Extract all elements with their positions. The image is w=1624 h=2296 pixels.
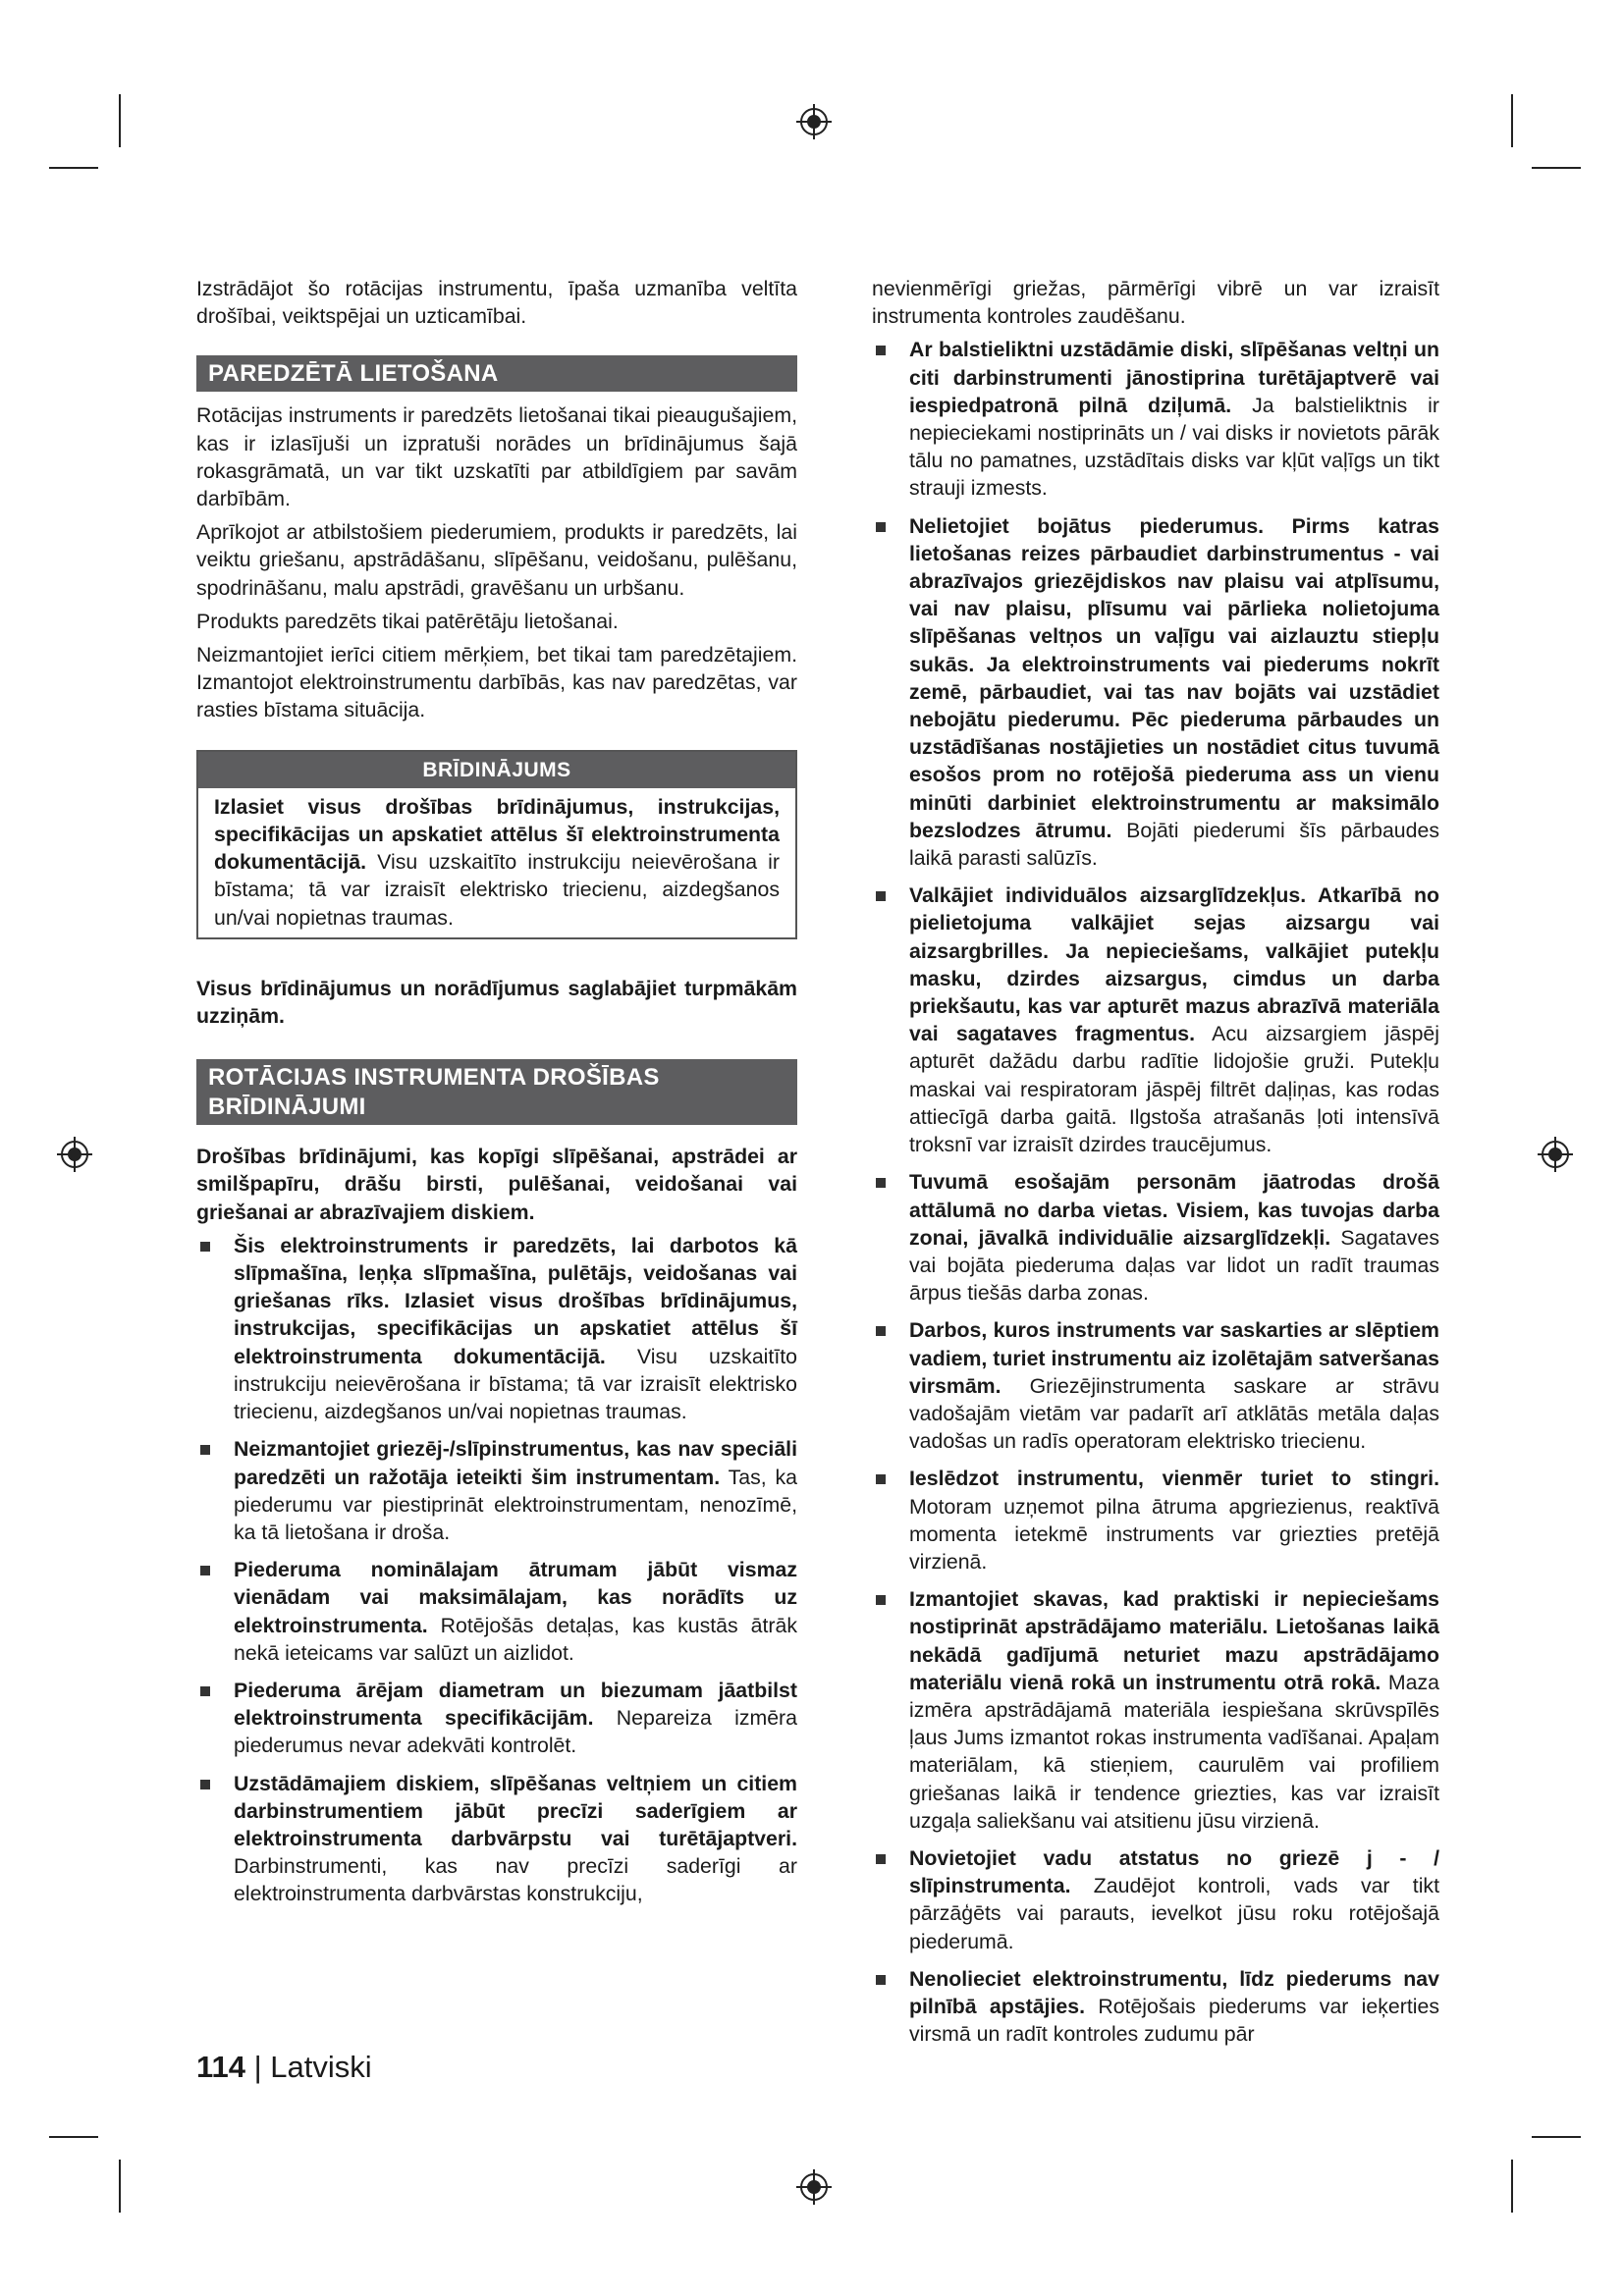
list-item — [196, 1232, 797, 1425]
item-text: Tas, ka piederumu var piestiprināt elektroinstrumentam, nenozīmē, ka tā lietošana ir droša. — [234, 1465, 797, 1544]
list-item — [872, 1316, 1439, 1455]
list-item — [872, 881, 1439, 1158]
bullet-icon — [876, 1595, 886, 1605]
item-text: Rotējošās detaļas, kas kustās ātrāk nekā ieteicams var salūzt un aizlidot. — [234, 1613, 797, 1665]
bullet-icon — [200, 1242, 210, 1252]
bullet-icon — [876, 1326, 886, 1336]
list-item — [196, 1677, 797, 1760]
item-text: Ja balstieliktnis ir nepieciekami nostiprināts un / vai disks ir novietots pārāk tālu no pamatnes, uzstādītais disks var kļūt vaļīgs un tikt strauji izmests. — [909, 393, 1439, 501]
bullet-icon — [200, 1445, 210, 1455]
item-text: Darbinstrumenti, kas nav precīzi saderīgi ar elektroinstrumenta darbvārstas konstrukciju, — [234, 1854, 797, 1906]
left-column — [196, 275, 797, 1918]
rotary-safety-heading — [196, 1059, 797, 1125]
crop-mark — [119, 94, 121, 147]
list-item — [872, 1844, 1439, 1955]
warning-title: BRĪDINĀJUMS — [198, 752, 795, 788]
item-bold-text: Tuvumā esošajām personām jāatrodas drošā attālumā no darba vietas. Visiem, kas tuvojas darba zonai, jāvalkā individuālie aizsarglīdzekļi. — [909, 1170, 1439, 1250]
rotary-lead: Drošības brīdinājumi, kas kopīgi slīpēšanai, apstrādei ar smilšpapīru, drāšu birsti, pulēšanai, veidošanai vai griešanai ar abrazīvajiem diskiem. — [196, 1145, 797, 1224]
item-bold-text: Nenolieciet elektroinstrumentu, līdz piederums nav pilnībā apstājies. — [909, 1966, 1439, 2018]
item-text: Rotējošais piederums var ieķerties virsmā un radīt kontroles zudumu pār — [909, 1994, 1439, 2047]
item-bold-text: Darbos, kuros instruments var saskarties ar slēptiem vadiem, turiet instrumentu aiz izolētajām satveršanas virsmām. — [909, 1318, 1439, 1398]
page-footer — [196, 2050, 372, 2085]
item-text: Acu aizsargiem jāspēj apturēt dažādu darbu radītie lidojošie gruži. Putekļu maskai vai respiratoram jāspēj filtrēt daļiņas, kas rodas attiecīgā darba gaitā. Ilgstoša atrašanās ļoti intensīvā troksnī var izraisīt dzirdes traucējumus. — [909, 1022, 1439, 1157]
item-bold-text: Piederuma ārējam diametram un biezumam jāatbilst elektroinstrumenta specifikācijām. — [234, 1678, 797, 1731]
crop-mark — [49, 167, 98, 169]
bullet-icon — [876, 1178, 886, 1188]
footer-language: Latviski — [270, 2050, 372, 2084]
item-bold-text: Šis elektroinstruments ir paredzēts, lai darbotos kā slīpmašīna, leņķa slīpmašīna, pulētājs, veidošanas vai griešanas rīks. Izlasiet visus drošības brīdinājumus, instrukcijas, specifikācijas un apskatiet attēlus šī elektroinstrumenta dokumentācijā. — [234, 1233, 797, 1368]
crop-mark — [49, 2136, 98, 2138]
item-text: Nepareiza izmēra piederumus nevar adekvāti kontrolēt. — [234, 1706, 797, 1758]
item-bold-text: Valkājiet individuālos aizsarglīdzekļus. Atkarībā no pielietojuma valkājiet sejas aizsargu vai aizsargbrilles. Ja nepieciešams, valkājiet putekļu masku, dzirdes aizsargus, cimdus un darba priekšautu, kas var apturēt mazus abrazīvā materiāla vai sagataves fragmentus. — [909, 883, 1439, 1046]
item-bold-text: Ar balstieliktni uzstādāmie diski, slīpēšanas veltņi un citi darbinstrumenti jānostiprina turētājaptverē vai iespiedpatronā pilnā dziļumā. — [909, 338, 1439, 417]
crop-mark — [1511, 2160, 1513, 2213]
crop-mark — [1511, 94, 1513, 147]
item-bold-text: Novietojiet vadu atstatus no griezē j - / slīpinstrumenta. — [909, 1845, 1439, 1898]
intended-use-paragraph: Produkts paredzēts tikai patērētāju lietošanai. — [196, 609, 619, 633]
list-item — [196, 1770, 797, 1908]
list-item — [872, 1965, 1439, 2049]
continuation-text: nevienmērīgi griežas, pārmērīgi vibrē un var izraisīt instrumenta kontroles zaudēšanu. — [872, 277, 1439, 329]
list-item — [196, 1556, 797, 1667]
item-text: Motoram uzņemot pilna ātruma apgriezienus, reaktīvā momenta ietekmē instruments var griezties pretējā virzienā. — [909, 1494, 1439, 1574]
warning-box — [196, 750, 797, 939]
intended-use-heading: PAREDZĒTĀ LIETOŠANA — [196, 355, 797, 392]
bullet-icon — [876, 1975, 886, 1985]
bullet-icon — [876, 1854, 886, 1864]
item-bold-text: Nelietojiet bojātus piederumus. Pirms katras lietošanas reizes pārbaudiet darbinstrumentus - vai abrazīvajos griezējdiskos nav plaisu vai atplīsumu, vai nav plaisu, plīsumu vai pārlieka nolietojuma slīpēšanas veltņos un vaļīgu vai aizlauztu stiepļu sukās. Ja elektroinstruments vai piederums nokrīt zemē, pārbaudiet, vai tas nav bojāts vai uzstādiet nebojātu piederumu. Pēc piederuma pārbaudes un uzstādīšanas nostājieties un nostādiet citus tuvumā esošos prom no rotējošā piederuma ass un vienu minūti darbiniet elektroinstrumentu ar maksimālo bezslodzes ātrumu. — [909, 513, 1439, 842]
bullet-icon — [876, 522, 886, 532]
item-text: Sagataves vai bojāta piederuma daļas var lidot un radīt traumas ārpus tiešās darba zonas. — [909, 1225, 1439, 1306]
item-text: Zaudējot kontroli, vads var tikt pārzāģēts vai parauts, ievelkot jūsu roku rotējošajā piederumā. — [909, 1874, 1439, 1953]
right-column — [872, 275, 1439, 2057]
bullet-icon — [200, 1780, 210, 1789]
right-warning-list — [872, 336, 1439, 2048]
warning-body — [198, 788, 795, 937]
bullet-icon — [200, 1566, 210, 1575]
registration-mark-icon — [794, 102, 834, 141]
registration-mark-icon — [55, 1135, 94, 1174]
intended-use-paragraph: Aprīkojot ar atbilstošiem piederumiem, produkts ir paredzēts, lai veiktu griešanu, apstrādāšanu, slīpēšanu, veidošanu, pulēšanu, spodrināšanu, malu apstrādi, gravēšanu un urbšanu. — [196, 520, 797, 600]
bullet-icon — [876, 346, 886, 355]
list-item — [872, 1168, 1439, 1307]
warning-text: Visu uzskaitīto instrukciju neievērošana ir bīstama; tā var izraisīt elektrisko triecienu, aizdegšanos un/vai nopietnas traumas. — [214, 850, 780, 930]
registration-mark-icon — [794, 2167, 834, 2207]
crop-mark — [119, 2160, 121, 2213]
item-text: Bojāti piederumi šīs pārbaudes laikā parasti salūzīs. — [909, 818, 1439, 871]
list-item — [196, 1435, 797, 1546]
bullet-icon — [876, 891, 886, 901]
intended-use-paragraph: Neizmantojiet ierīci citiem mērķiem, bet tikai tam paredzētajiem. Izmantojot elektroinstrumentu darbībās, kas nav paredzētas, var rasties bīstama situācija. — [196, 643, 797, 722]
crop-mark — [1532, 2136, 1581, 2138]
item-bold-text: Piederuma nominālajam ātrumam jābūt vismaz vienādam vai maksimālajam, kas norādīts uz elektroinstrumenta. — [234, 1558, 797, 1637]
intended-use-paragraph: Rotācijas instruments ir paredzēts lietošanai tikai pieaugušajiem, kas ir izlasījuši un izpratuši norādes un brīdinājumus šajā rokasgrāmatā, un var tikt uzskatīti par atbildīgiem par savām darbībām. — [196, 403, 797, 511]
item-text: Griezējinstrumenta saskare ar strāvu vadošajām vietām var padarīt arī atklātās metāla daļas vadošas un radīs operatoram elektrisko triecienu. — [909, 1373, 1439, 1454]
item-text: Visu uzskaitīto instrukciju neievērošana ir bīstama; tā var izraisīt elektrisko triecienu, aizdegšanos un/vai nopietnas traumas. — [234, 1344, 797, 1424]
list-item — [872, 336, 1439, 502]
list-item — [872, 1585, 1439, 1835]
crop-mark — [1532, 167, 1581, 169]
keep-note: Visus brīdinājumus un norādījumus saglabājiet turpmākām uzziņām. — [196, 976, 797, 1029]
list-item — [872, 512, 1439, 873]
item-bold-text: Neizmantojiet griezēj-/slīpinstrumentus, kas nav speciāli paredzēti un ražotāja ieteikti šim instrumentam. — [234, 1437, 797, 1489]
item-bold-text: Uzstādāmajiem diskiem, slīpēšanas veltņiem un citiem darbinstrumentiem jābūt precīzi saderīgiem ar elektroinstrumenta darbvārpstu vai turētājaptveri. — [234, 1771, 797, 1850]
bullet-icon — [200, 1686, 210, 1696]
left-warning-list — [196, 1232, 797, 1908]
bullet-icon — [876, 1474, 886, 1484]
page-number: 114 — [196, 2050, 246, 2084]
rotary-heading-line: BRĪDINĀJUMI — [208, 1094, 366, 1121]
item-bold-text: Ieslēdzot instrumentu, vienmēr turiet to stingri. — [909, 1467, 1439, 1491]
warning-bold-text: Izlasiet visus drošības brīdinājumus, instrukcijas, specifikācijas un apskatiet attēlus šī elektroinstrumenta dokumentācijā. — [214, 794, 780, 875]
item-bold-text: Izmantojiet skavas, kad praktiski ir nepieciešams nostiprināt apstrādājamo materiālu. Lietošanas laikā nekādā gadījumā neturiet mazu apstrādājamo materiālu vienā rokā un instrumentu otrā rokā. — [909, 1587, 1439, 1694]
registration-mark-icon — [1536, 1135, 1575, 1174]
intro-text: Izstrādājot šo rotācijas instrumentu, īpaša uzmanība veltīta drošībai, veiktspējai un uzticamībai. — [196, 277, 797, 329]
rotary-heading-line: ROTĀCIJAS INSTRUMENTA DROŠĪBAS — [208, 1064, 660, 1092]
footer-separator: | — [245, 2050, 271, 2084]
item-text: Maza izmēra apstrādājamā materiāla iespiešana skrūvspīlēs ļaus Jums izmantot rokas instrumenta vadīšanai. Apaļam materiālam, kā stieņiem, caurulēm vai profiliem griešanas laikā ir tendence griezties, kas var izraisīt uzgaļa saliekšanu vai atsitienu jūsu virzienā. — [909, 1670, 1439, 1833]
list-item — [872, 1465, 1439, 1575]
